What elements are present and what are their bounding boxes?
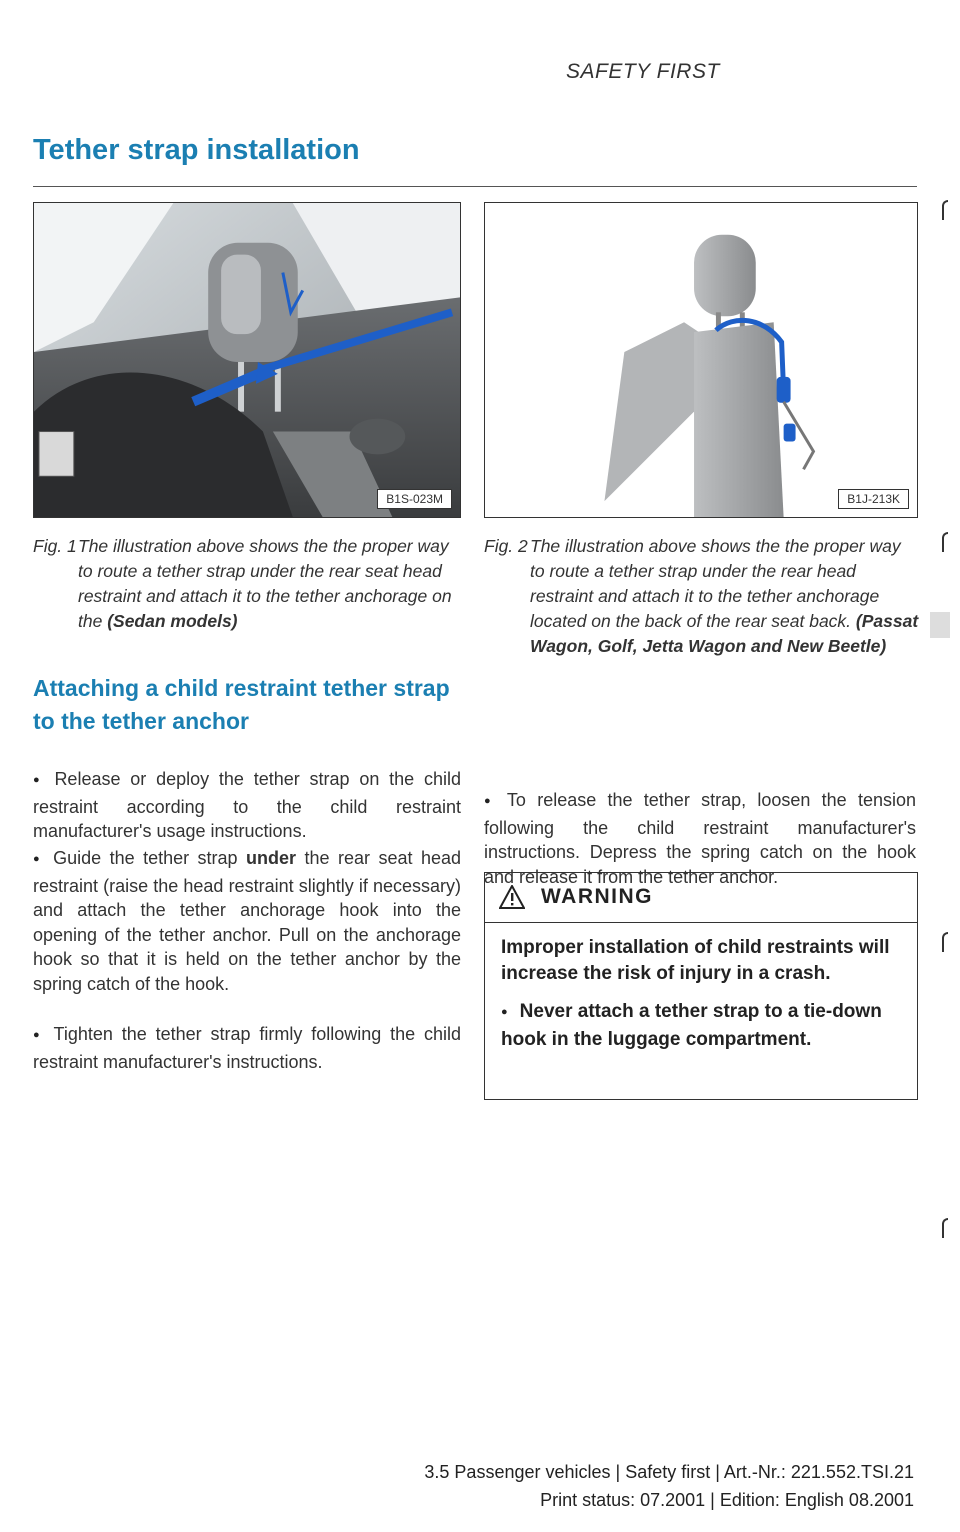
edge-mark — [942, 532, 948, 552]
paragraph-text: Guide the tether strap — [53, 848, 238, 868]
warning-title: WARNING — [541, 885, 653, 908]
warning-box — [484, 872, 918, 1100]
warning-bullet — [501, 999, 903, 1053]
caption-body: The illustration above shows the the proper way to route a tether strap under the rear seat head restraint and attach it to the tether anchorage on the — [78, 536, 452, 631]
figure-1-sedan-tether — [33, 202, 461, 518]
caption-number: Fig. 1 — [33, 536, 77, 556]
instruction-guide — [33, 846, 461, 996]
paragraph-text: Release or deploy the tether strap on the child restraint according to the child restraint manufacturer's usage instructions. — [33, 769, 461, 841]
figure-2-wagon-tether — [484, 202, 918, 518]
paragraph-text: To release the tether strap, loosen the tension following the child restraint manufacturer's instructions. Depress the spring catch on the hook and release it from the tether anchor. — [484, 790, 916, 887]
footer-line-1: 3.5 Passenger vehicles | Safety first | Art.-Nr.: 221.552.TSI.21 — [424, 1462, 914, 1482]
edge-mark — [942, 200, 948, 220]
sedan-seat-illustration — [34, 203, 460, 517]
paragraph-text: Tighten the tether strap firmly following the child restraint manufacturer's instructions. — [33, 1024, 461, 1072]
wagon-seat-illustration — [485, 203, 917, 517]
figure-code: B1S-023M — [377, 489, 452, 509]
caption-text — [78, 534, 464, 634]
warning-header — [485, 873, 917, 923]
figure-code: B1J-213K — [838, 489, 909, 509]
warning-body — [501, 935, 903, 1065]
footer-line-2: Print status: 07.2001 | Edition: English 08.2001 — [540, 1490, 914, 1510]
edge-tab — [930, 612, 950, 638]
page-footer — [424, 1458, 914, 1514]
edge-mark — [942, 1218, 948, 1238]
emphasis-under: under — [246, 848, 297, 868]
figure-2-caption — [484, 534, 924, 684]
caption-body: The illustration above shows the the proper way to route a tether strap under the rear head restraint and attach it to the tether anchorage located on the back of the rear seat back. — [530, 536, 901, 631]
paragraph-text: the rear seat head restraint (raise the head restraint slightly if necessary) and attach the tether anchorage hook into the opening of the tether anchor. Pull on the anchorage hook so that it is held on the tether anchor by the spring catch of the hook. — [33, 848, 461, 994]
caption-text — [530, 534, 920, 659]
warning-line: Improper installation of child restraints will increase the risk of injury in a crash. — [501, 937, 890, 984]
caption-number: Fig. 2 — [484, 536, 528, 556]
instruction-tighten — [33, 1022, 461, 1074]
edge-mark — [942, 932, 948, 952]
section-subheading: Attaching a child restraint tether strap to the tether anchor — [33, 675, 450, 734]
caption-model: (Sedan models) — [107, 611, 238, 631]
instruction-release — [33, 767, 461, 844]
title-rule — [33, 186, 917, 187]
figure-1-caption — [33, 534, 463, 659]
warning-triangle-icon — [499, 885, 525, 909]
caption-model: (Passat Wagon, Golf, Jetta Wagon and New Beetle) — [530, 611, 919, 656]
running-header: SAFETY FIRST — [566, 60, 720, 83]
page-title: Tether strap installation — [33, 134, 360, 166]
warning-line: Never attach a tether strap to a tie-down hook in the luggage compartment. — [501, 1001, 882, 1050]
